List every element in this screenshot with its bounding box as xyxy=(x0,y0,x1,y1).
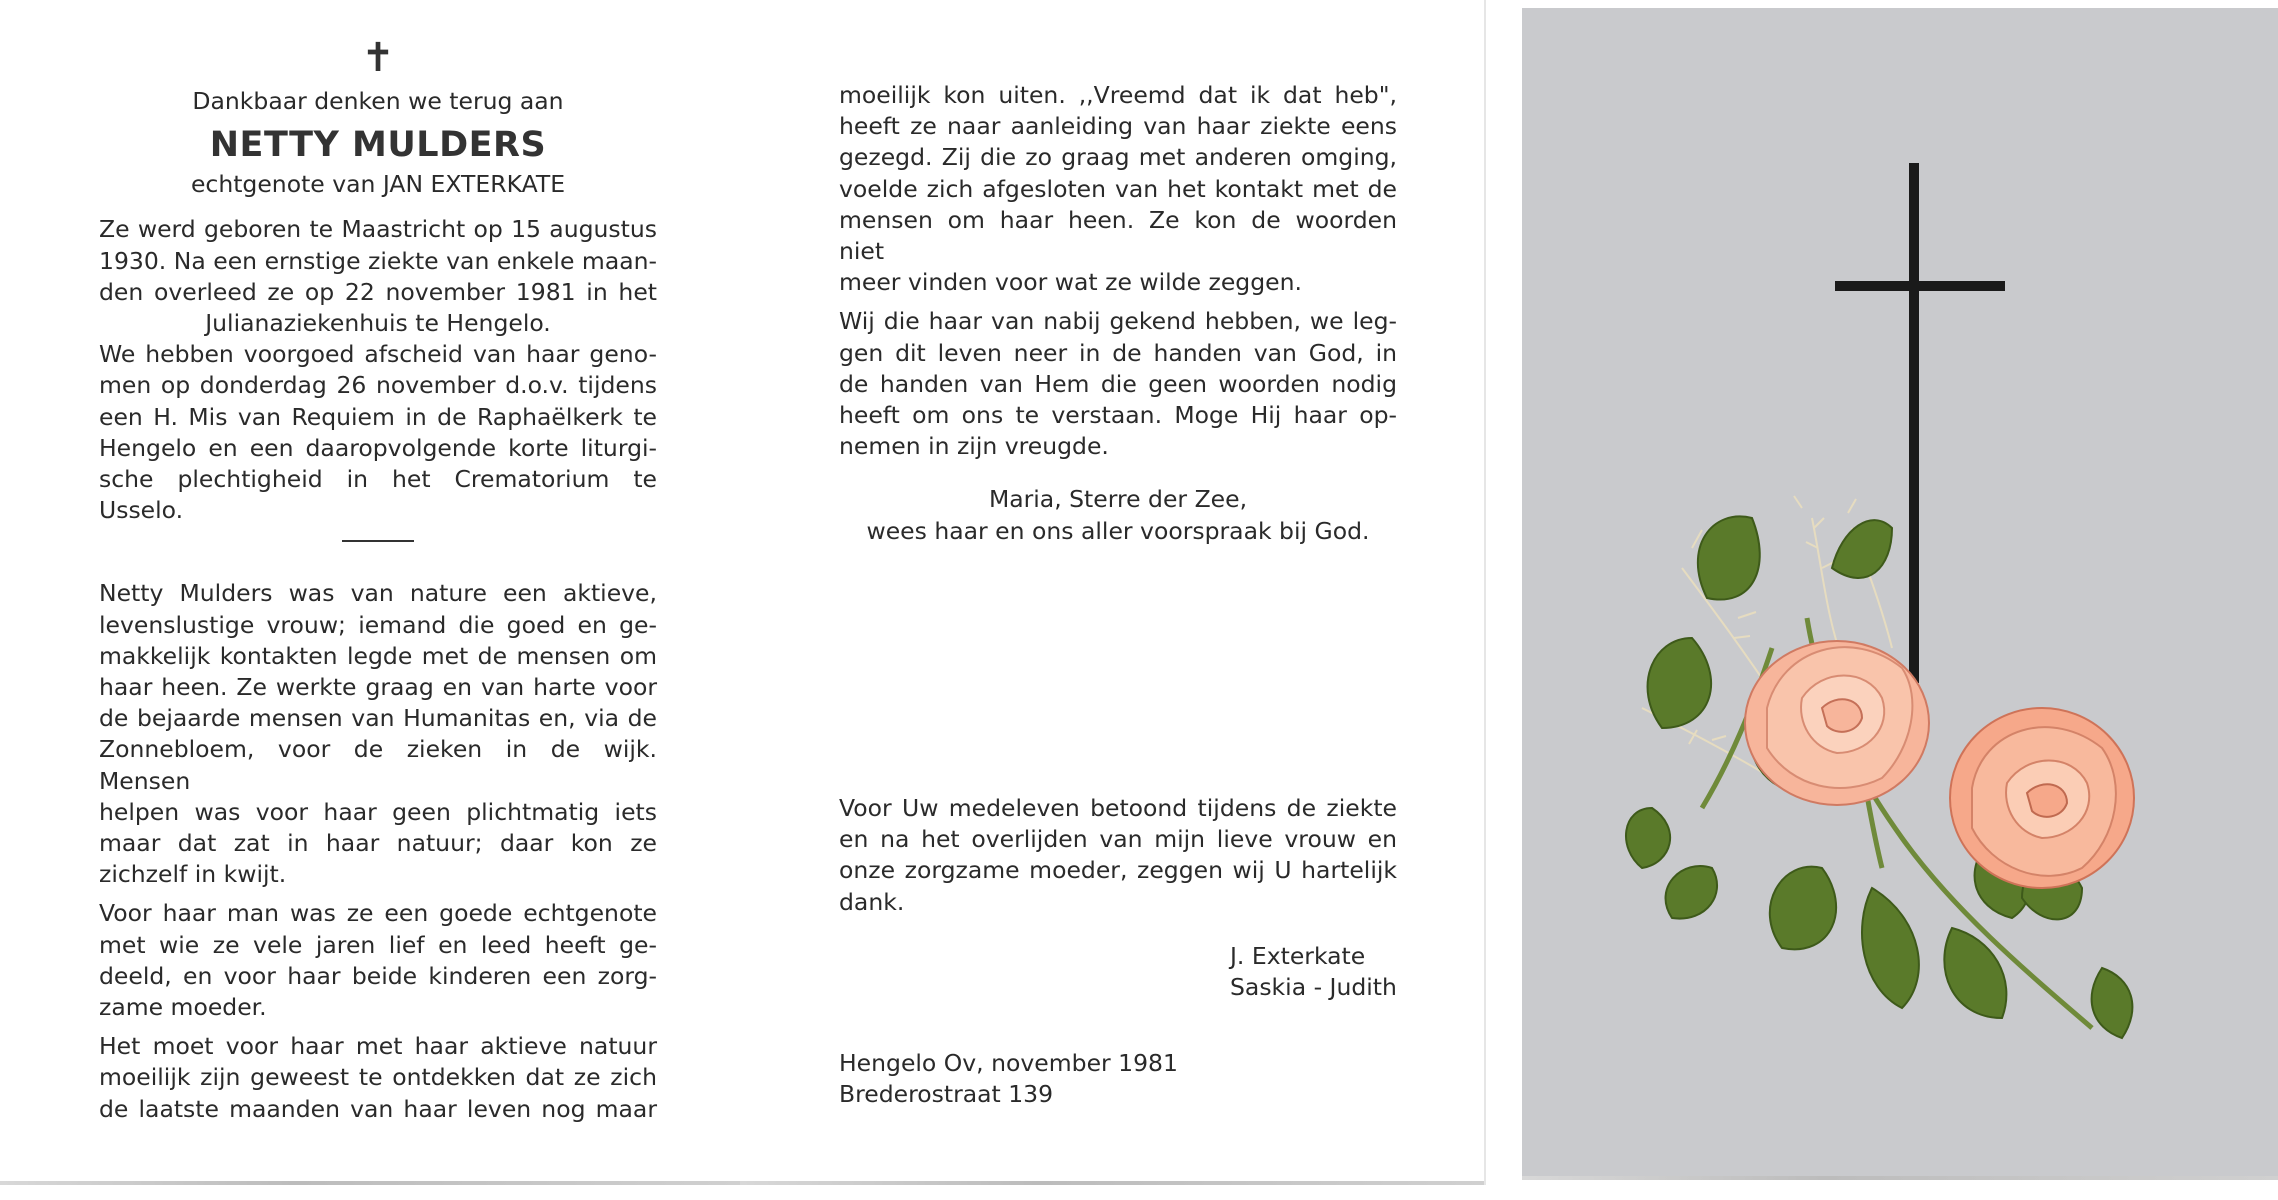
text-line: de bejaarde mensen van Humanitas en, via de xyxy=(99,704,657,733)
paragraph-continued xyxy=(839,80,1397,298)
text-line: zame moeder. xyxy=(99,993,267,1022)
text-line: gezegd. Zij die zo graag met anderen omging, xyxy=(839,143,1397,172)
page-edge xyxy=(740,1181,1485,1185)
text-line: een H. Mis van Requiem in de Raphaëlkerk te xyxy=(99,402,657,431)
text-line: Voor Uw medeleven betoond tijdens de ziekte xyxy=(839,794,1397,822)
text-line: 1930. Na een ernstige ziekte van enkele maan- xyxy=(99,246,657,275)
signature-block xyxy=(1230,941,1470,1003)
left-column xyxy=(99,36,657,1125)
middle-page xyxy=(740,0,1485,1185)
paragraph-birth-death xyxy=(99,214,657,339)
page-edge xyxy=(0,1181,740,1185)
place-date-block xyxy=(839,1048,1339,1110)
middle-column xyxy=(839,80,1397,547)
signature-line: Saskia - Judith xyxy=(1230,973,1397,1002)
text-line: Wij die haar van nabij gekend hebben, we leg- xyxy=(839,307,1397,336)
cross-roses-illustration xyxy=(1522,8,2278,1180)
cross-icon: ✝ xyxy=(361,35,395,81)
paragraph-character xyxy=(99,578,657,890)
text-line: Hengelo en een daaropvolgende korte liturgi- xyxy=(99,433,657,462)
paragraph-family xyxy=(99,898,657,1023)
thanks-block xyxy=(839,793,1397,918)
text-line: nemen in zijn vreugde. xyxy=(839,432,1109,461)
spouse-line: echtgenote van JAN EXTERKATE xyxy=(190,170,566,199)
text-line: de laatste maanden van haar leven nog maar xyxy=(99,1094,657,1123)
text-line: deeld, en voor haar beide kinderen een zorg- xyxy=(99,961,657,990)
text-line: dank. xyxy=(839,887,905,916)
section-divider xyxy=(342,540,414,542)
rose-icon xyxy=(1950,708,2134,888)
text-line: moeilijk zijn geweest te ontdekken dat ze zich xyxy=(99,1063,657,1092)
text-line: gen dit leven neer in de handen van God, in xyxy=(839,338,1397,367)
signature-line: J. Exterkate xyxy=(1230,942,1366,970)
text-line: Voor haar man was ze een goede echtgenote xyxy=(99,899,657,928)
text-line: maar dat zat in haar natuur; daar kon ze xyxy=(99,829,657,858)
paragraph-gods-hands xyxy=(839,306,1397,462)
text-line: haar heen. Ze werkte graag en van harte voor xyxy=(99,673,657,702)
text-line: den overleed ze op 22 november 1981 in het xyxy=(99,277,657,306)
text-line: Ze werd geboren te Maastricht op 15 augustus xyxy=(99,215,657,244)
gap xyxy=(1486,0,1522,1200)
text-line: voelde zich afgesloten van het kontakt met de xyxy=(839,174,1397,203)
cross-icon xyxy=(1835,163,2005,683)
text-line: levenslustige vrouw; iemand die goed en ge- xyxy=(99,610,657,639)
place-date-line: Hengelo Ov, november 1981 xyxy=(839,1049,1178,1077)
intro-line: Dankbaar denken we terug aan xyxy=(192,87,564,115)
text-line: Netty Mulders was van nature een aktieve, xyxy=(99,579,657,608)
text-line: sche plechtigheid in het Crematorium te Usselo. xyxy=(99,465,657,525)
text-line: met wie ze vele jaren lief en leed heeft ge- xyxy=(99,930,657,959)
text-line: helpen was voor haar geen plichtmatig iets xyxy=(99,797,657,826)
text-line: moeilijk kon uiten. ,,Vreemd dat ik dat heb", xyxy=(839,81,1397,109)
prayer-line: wees haar en ons aller voorspraak bij God. xyxy=(866,516,1370,545)
text-line: Julianaziekenhuis te Hengelo. xyxy=(205,309,551,338)
rose-icon xyxy=(1745,641,1929,805)
text-line: meer vinden voor wat ze wilde zeggen. xyxy=(839,268,1302,297)
illustration-page xyxy=(1522,8,2278,1180)
text-line: heeft ze naar aanleiding van haar ziekte eens xyxy=(839,112,1397,141)
text-line: onze zorgzame moeder, zeggen wij U hartelijk xyxy=(839,856,1397,885)
left-page xyxy=(0,0,740,1185)
text-line: mensen om haar heen. Ze kon de woorden niet xyxy=(839,205,1397,266)
page-edge xyxy=(1522,1176,2278,1180)
deceased-name: NETTY MULDERS xyxy=(209,125,547,166)
text-line: zichzelf in kwijt. xyxy=(99,860,287,889)
prayer-line: Maria, Sterre der Zee, xyxy=(988,485,1248,514)
paragraph-farewell xyxy=(99,339,657,526)
text-line: We hebben voorgoed afscheid van haar geno- xyxy=(99,340,657,369)
text-line: men op donderdag 26 november d.o.v. tijdens xyxy=(99,371,657,400)
prayer xyxy=(839,484,1397,546)
text-line: de handen van Hem die geen woorden nodig xyxy=(839,369,1397,398)
text-line: heeft om ons te verstaan. Moge Hij haar op- xyxy=(839,401,1397,430)
text-line: makkelijk kontakten legde met de mensen om xyxy=(99,641,657,670)
paragraph-illness xyxy=(99,1031,657,1125)
address-line: Brederostraat 139 xyxy=(839,1080,1054,1109)
text-line: Het moet voor haar met haar aktieve natuur xyxy=(99,1032,657,1061)
text-line: en na het overlijden van mijn lieve vrouw en xyxy=(839,825,1397,854)
text-line: Zonnebloem, voor de zieken in de wijk. Mensen xyxy=(99,735,657,795)
